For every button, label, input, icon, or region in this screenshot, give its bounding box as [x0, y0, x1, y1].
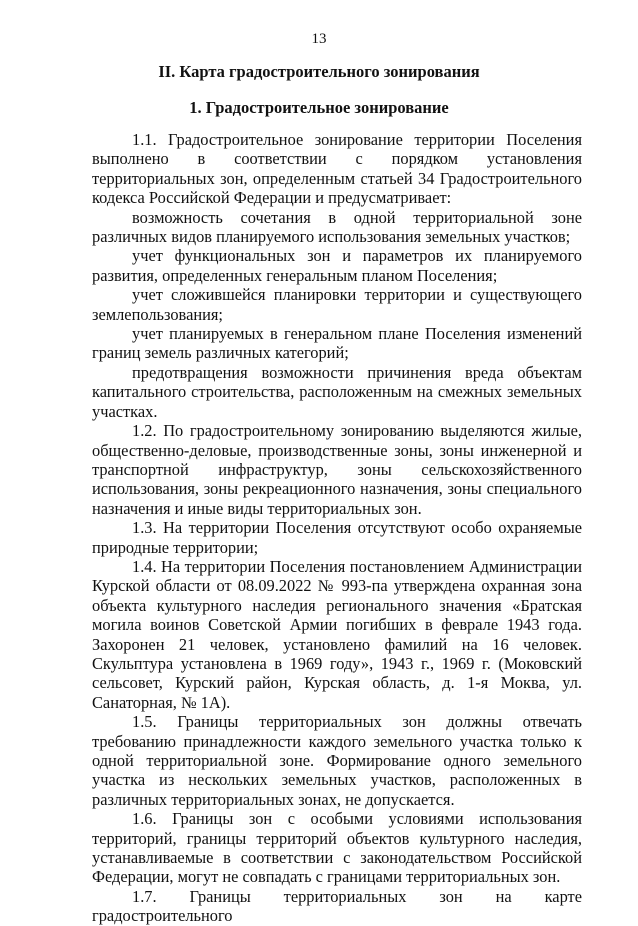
paragraph-list-item: учет сложившейся планировки территории и существующего землепользования; — [92, 285, 582, 324]
paragraph-list-item: предотвращения возможности причинения вреда объектам капитального строительства, расположенным на смежных земельных участках. — [92, 362, 582, 421]
paragraph-1-7: 1.7. Границы территориальных зон на карте градостроительного — [92, 886, 582, 926]
page-number: 13 — [311, 31, 327, 47]
body-text — [92, 130, 582, 926]
subsection-heading: 1. Градостроительное зонирование — [189, 98, 449, 117]
paragraph-list-item: учет планируемых в генеральном плане Поселения изменений границ земель различных категорий; — [92, 324, 582, 363]
paragraph-1-4: 1.4. На территории Поселения постановлением Администрации Курской области от 08.09.2022 № 993-па утверждена охранная зона объекта культурного наследия регионального значения «Братская могила воинов Советской Армии погибших в феврале 1943 года. Захоронен 21 человек, установлено фамилий на 16 человек. Скульптура установлена в 1969 году», 1943 г., 1969 г. (Моковский сельсовет, Курский район, Курская область, д. 1-я Моква, ул. Санаторная, № 1А). — [92, 556, 582, 712]
paragraph-1-1: 1.1. Градостроительное зонирование территории Поселения выполнено в соответствии с порядком установления территориальных зон, определенным статьей 34 Градостроительного кодекса Российской Федерации и предусматривает: — [92, 130, 582, 208]
section-heading: II. Карта градостроительного зонирования — [158, 62, 480, 81]
paragraph-1-3: 1.3. На территории Поселения отсутствуют особо охраняемые природные территории; — [92, 518, 582, 557]
paragraph-1-5: 1.5. Границы территориальных зон должны отвечать требованию принадлежности каждого земельного участка только к одной территориальной зоне. Формирование одного земельного участка из нескольких земельных участков, расположенных в различных территориальных зонах, не допускается. — [92, 712, 582, 809]
paragraph-1-2: 1.2. По градостроительному зонированию выделяются жилые, общественно-деловые, производственные зоны, зоны инженерной и транспортной инфраструктур, зоны сельскохозяйственного использования, зоны рекреационного назначения, зоны специального назначения и иные виды территориальных зон. — [92, 421, 582, 518]
paragraph-1-6: 1.6. Границы зон с особыми условиями использования территорий, границы территорий объектов культурного наследия, устанавливаемые в соответствии с законодательством Российской Федерации, могут не совпадать с границами территориальных зон. — [92, 809, 582, 887]
paragraph-list-item: учет функциональных зон и параметров их планируемого развития, определенных генеральным планом Поселения; — [92, 246, 582, 285]
paragraph-list-item: возможность сочетания в одной территориальной зоне различных видов планируемого использования земельных участков; — [92, 207, 582, 247]
